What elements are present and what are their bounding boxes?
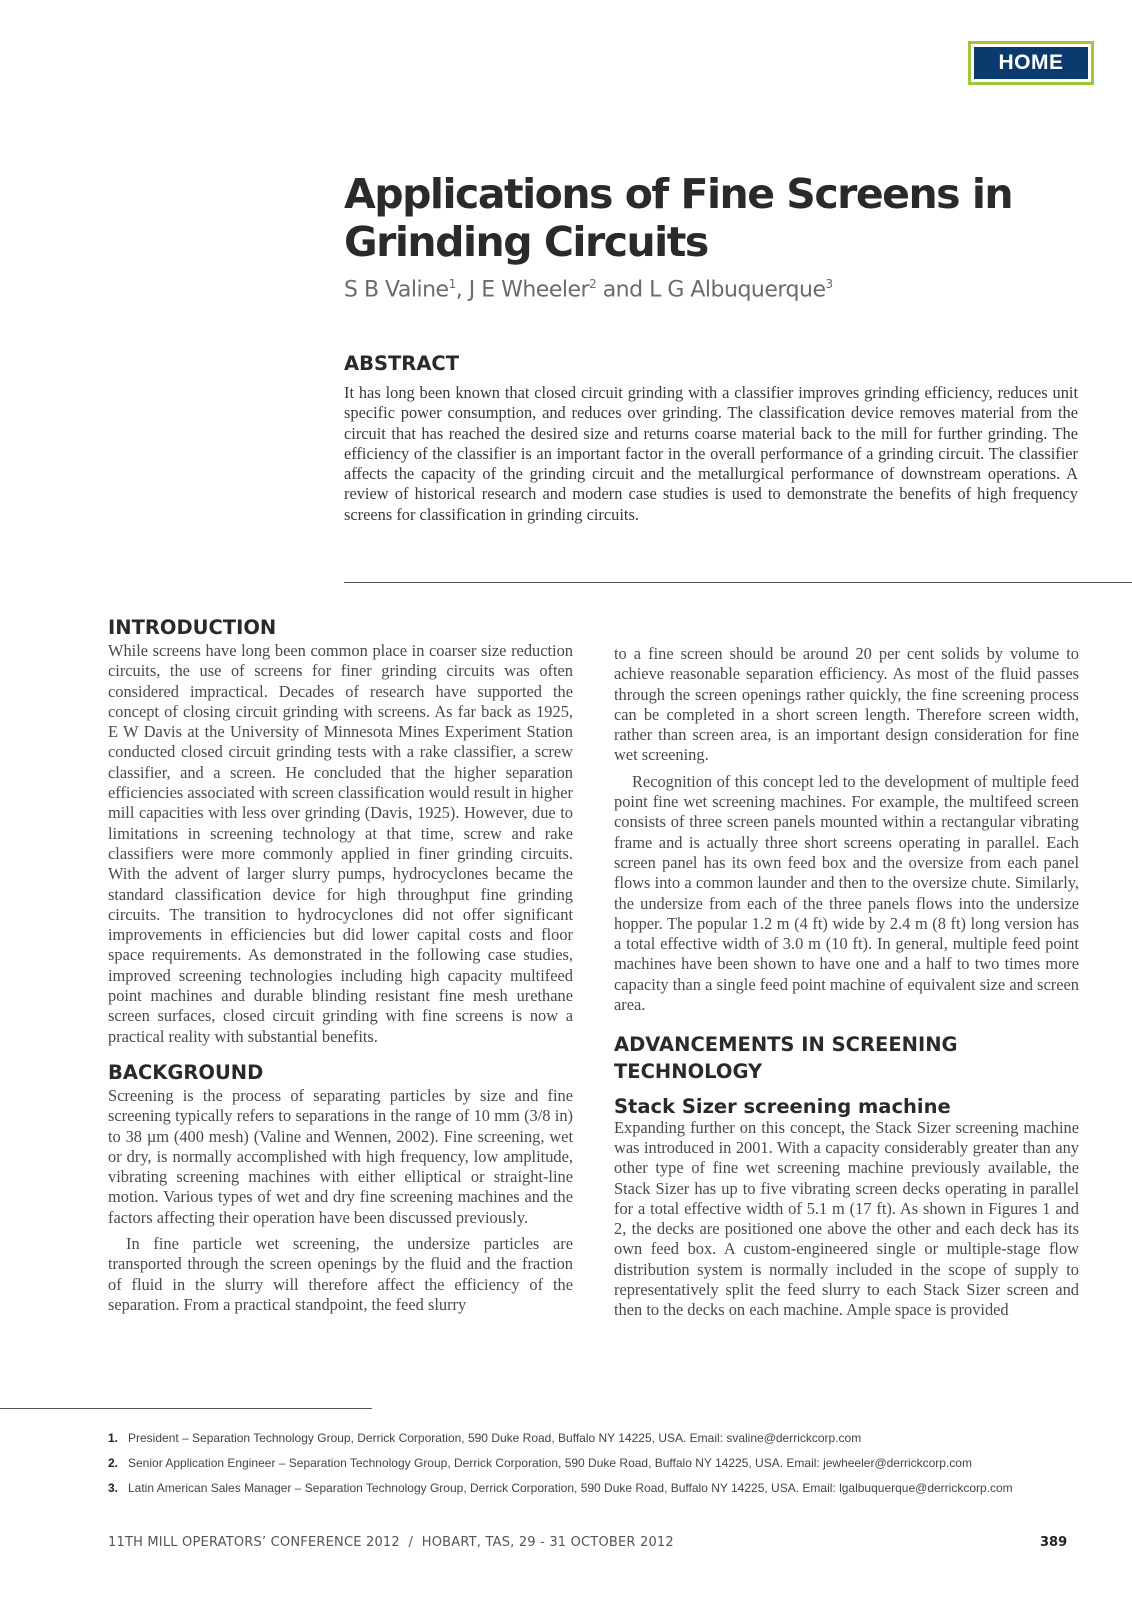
conference-footer: 11TH MILL OPERATORS’ CONFERENCE 2012 / HOBART, TAS, 29 - 31 OCTOBER 2012 [108, 1535, 674, 1550]
advancements-heading-line: ADVANCEMENTS IN SCREENING [614, 1033, 958, 1057]
author-list [344, 277, 1044, 302]
footnote-text: Latin American Sales Manager – Separation Technology Group, Derrick Corporation, 590 Duke Road, Buffalo NY 14225, USA. Email: lgalbuquerque@derrickcorp.com [128, 1481, 1013, 1495]
author-name: L G Albuquerque [649, 277, 826, 303]
footnote-divider [0, 1408, 372, 1409]
footnote [108, 1481, 1108, 1495]
stack-sizer-paragraph: Expanding further on this concept, the Stack Sizer screening machine was introduced in 2001. With a capacity considerably greater than any other type of fine wet screening machine previously available, the Stack Sizer has up to five vibrating screen decks operating in parallel for a total effective width of 5.1 m (17 ft). As shown in Figures 1 and 2, the decks are positioned one above the other and each deck has its own feed box. A custom-engineered single or multiple-stage flow distribution system is normally included in the scope of supply to representatively split the feed slurry to each Stack Sizer screen and then to the decks on each machine. Ample space is provided [614, 1117, 1079, 1320]
home-button-label: HOME [974, 47, 1088, 79]
body-paragraph: Recognition of this concept led to the development of multiple feed point fine wet screening machines. For example, the multifeed screen consists of three screen panels mounted within a rectangular vibrating frame and is actually three short screens operating in parallel. Each screen panel has its own feed box and the oversize from each panel flows into a common launder and then to the oversize chute. Similarly, the undersize from each of the three panels flows into the undersize hopper. The popular 1.2 m (4 ft) wide by 2.4 m (8 ft) long version has a total effective width of 3.0 m (10 ft). In general, multiple feed point machines have been shown to have one and a half to two times more capacity than a single feed point machine of equivalent size and screen area. [614, 771, 1079, 1015]
footnote [108, 1456, 1108, 1470]
abstract-heading: ABSTRACT [344, 352, 460, 375]
author-name: J E Wheeler [468, 277, 590, 303]
background-heading: BACKGROUND [108, 1060, 264, 1084]
author-affiliation-mark: 1 [448, 277, 456, 291]
body-paragraph: to a fine screen should be around 20 per cent solids by volume to achieve reasonable separation efficiency. As most of the fluid passes through the screen openings rather quickly, the fine screening process can be completed in a short screen length. Therefore screen width, rather than screen area, is an important design consideration for fine wet screening. [614, 644, 1079, 765]
author-name: S B Valine [344, 277, 449, 303]
stack-sizer-subheading: Stack Sizer screening machine [614, 1095, 951, 1119]
page-number: 389 [1040, 1535, 1068, 1550]
author-separator: and [596, 277, 650, 303]
abstract-text: It has long been known that closed circuit grinding with a classifier improves grinding efficiency, reduces unit specific power consumption, and reduces over grinding. The classification device removes material from the circuit that has reached the desired size and returns coarse material back to the mill for further grinding. The efficiency of the classifier is an important factor in the overall performance of a grinding circuit. The classifier affects the capacity of the grinding circuit and the metallurgical performance of downstream operations. A review of historical research and modern case studies is used to demonstrate the benefits of high frequency screens for classification in grinding circuits. [344, 383, 1078, 524]
footnote-number: 3. [108, 1481, 119, 1495]
introduction-paragraph: While screens have long been common place in coarser size reduction circuits, the use of screens for finer grinding circuits was often considered impractical. Decades of research have supported the concept of closing circuit grinding with screens. As far back as 1925, E W Davis at the University of Minnesota Mines Experiment Station conducted closed circuit grinding tests with a rake classifier, a screw classifier, and a screen. He concluded that the higher separation efficiencies associated with screen classification would result in higher mill capacities with less over grinding (Davis, 1925). However, due to limitations in screening technology at that time, screw and rake classifiers were more commonly applied in finer grinding circuits. With the advent of larger slurry pumps, hydrocyclones became the standard classification device for high throughput fine grinding circuits. The transition to hydrocyclones did not offer significant improvements in efficiencies but did lower capital costs and floor space requirements. As demonstrated in the following case studies, improved screening technologies including high capacity multifeed point machines and durable blinding resistant fine mesh urethane screen surfaces, closed circuit grinding with fine screens is now a practical reality with substantial benefits. [108, 641, 573, 1046]
background-paragraph: In fine particle wet screening, the undersize particles are transported through the screen openings by the fluid and the fraction of fluid in the slurry will therefore affect the efficiency of the separation. From a practical standpoint, the feed slurry [108, 1234, 573, 1314]
author-affiliation-mark: 3 [825, 277, 833, 291]
right-column [614, 644, 1079, 1321]
footnote [108, 1431, 1108, 1445]
footnote-number: 2. [108, 1456, 119, 1470]
background-paragraph: Screening is the process of separating particles by size and fine screening typically refers to separations in the range of 10 mm (3/8 in) to 38 µm (400 mesh) (Valine and Wennen, 2002). Fine screening, wet or dry, is normally accomplished with high frequency, low amplitude, vibrating screening machines with either elliptical or straight-line motion. Various types of wet and dry fine screening machines and the factors affecting their operation have been discussed previously. [108, 1085, 573, 1227]
home-button[interactable] [968, 41, 1094, 85]
left-column [108, 614, 573, 1315]
abstract-divider [344, 582, 1132, 583]
advancements-heading-line: TECHNOLOGY [614, 1060, 763, 1084]
author-affiliation-mark: 2 [589, 277, 597, 291]
advancements-heading [614, 1031, 1079, 1085]
introduction-heading: INTRODUCTION [108, 616, 277, 639]
author-separator: , [455, 277, 469, 303]
footnote-text: Senior Application Engineer – Separation Technology Group, Derrick Corporation, 590 Duke Road, Buffalo NY 14225, USA. Email: jewheeler@derrickcorp.com [128, 1456, 972, 1470]
footnote-text: President – Separation Technology Group, Derrick Corporation, 590 Duke Road, Buffalo NY 14225, USA. Email: svaline@derrickcorp.com [128, 1431, 862, 1445]
paper-title: Applications of Fine Screens in Grinding Circuits [344, 170, 1013, 266]
footnote-number: 1. [108, 1431, 119, 1445]
